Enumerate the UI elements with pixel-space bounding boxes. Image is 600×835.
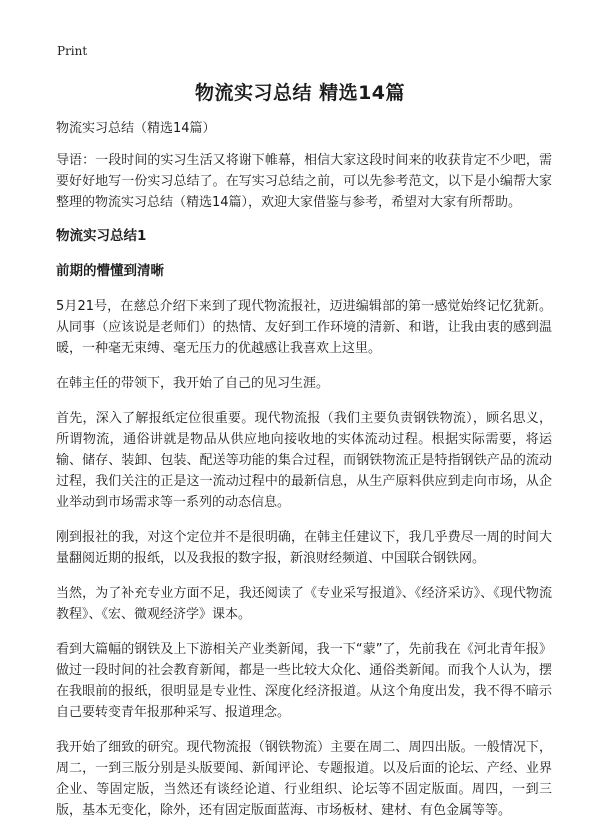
- paragraph: 刚到报社的我，对这个定位并不是很明确，在韩主任建议下，我几乎费尽一周的时间大量翻阅近期的报纸，以及我报的数字报，新浪财经频道、中国联合钢铁网。: [56, 530, 552, 566]
- paragraph: 看到大篇幅的钢铁及上下游相关产业类新闻，我一下“蒙”了，先前我在《河北青年报》做过一段时间的社会教育新闻，都是一些比较大众化、通俗类新闻。而我个人认为，摆在我眼前的报纸，很明显是专业性、深度化经济报道。从这个角度出发，我不得不暗示自己要转变青年报那种采写、报道理念。: [56, 642, 552, 720]
- paragraph: 5月21号，在慈总介绍下来到了现代物流报社，迈进编辑部的第一感觉始终记忆犹新。从同事（应该说是老师们）的热情、友好到工作环境的清新、和谐，让我由衷的感到温暖，一种毫无束缚、毫无压力的优越感让我喜欢上这里。: [56, 299, 552, 356]
- paragraph: 首先，深入了解报纸定位很重要。现代物流报（我们主要负责钢铁物流），顾名思义，所谓物流，通俗讲就是物品从供应地向接收地的实体流动过程。根据实际需要，将运输、储存、装卸、包装、配送等功能的集合过程，而钢铁物流正是特指钢铁产品的流动过程，我们关注的正是这一流动过程中的最新信息，从生产原料供应到走向市场，从企业举动到市场需求等一系列的动态信息。: [56, 411, 552, 510]
- print-link[interactable]: Print: [57, 44, 88, 58]
- paragraph: 我开始了细致的研究。现代物流报（钢铁物流）主要在周二、周四出版。一般情况下，周二，一到三版分别是头版要闻、新闻评论、专题报道。以及后面的论坛、产经、业界企业、等固定版，当然还有谈经论道、行业组织、论坛等不固定版面。周四，一到三版，基本无变化，除外，还有固定版面蓝海、市场板材、建材、有色金属等等。: [56, 740, 552, 818]
- intro-paragraph: 导语：一段时间的实习生活又将谢下帷幕，相信大家这段时间来的收获肯定不少吧，需要好好地写一份实习总结了。在写实习总结之前，可以先参考范文，以下是小编帮大家整理的物流实习总结（精选14篇），欢迎大家借鉴与参考，希望对大家有所帮助。: [56, 153, 552, 210]
- paragraph: 在韩主任的带领下，我开始了自己的见习生涯。: [56, 376, 330, 391]
- sub-heading: 前期的懵懂到清晰: [56, 263, 164, 279]
- article-body: [56, 118, 552, 835]
- article-subtitle: 物流实习总结（精选14篇）: [56, 121, 216, 136]
- section-heading: 物流实习总结1: [56, 228, 147, 244]
- paragraph: 当然，为了补充专业方面不足，我还阅读了《专业采写报道》、《经济采访》、《现代物流教程》、《宏、微观经济学》课本。: [56, 586, 552, 622]
- page-title: 物流实习总结 精选14篇: [194, 82, 406, 104]
